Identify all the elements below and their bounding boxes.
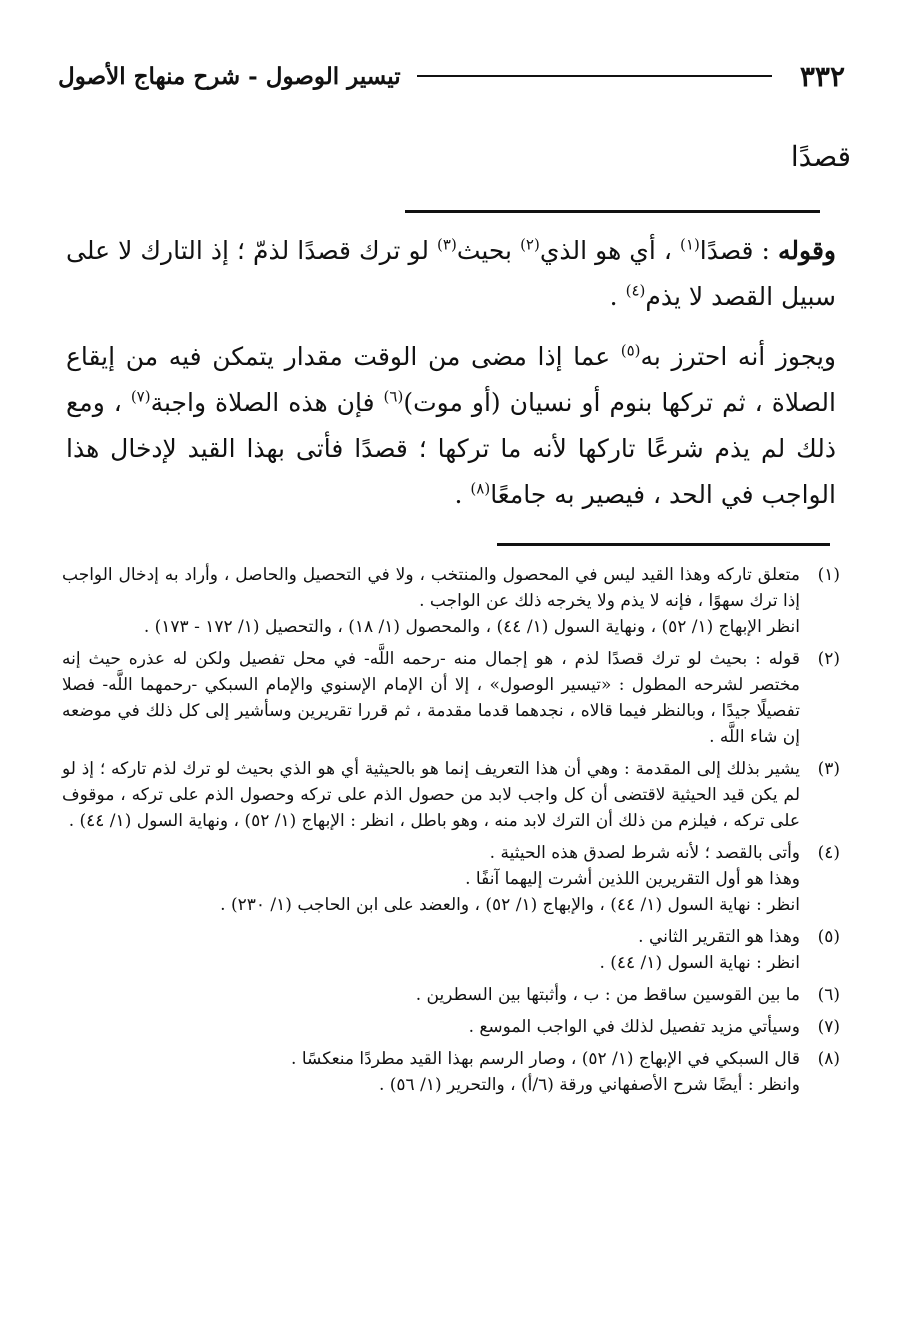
text-run: فإن هذه الصلاة واجبة [150,388,384,417]
footnote-number: (٥) [817,927,840,947]
footnote [62,982,840,1008]
footnote-number: (٧) [817,1017,840,1037]
footnote-number: (٣) [817,759,840,779]
footnote-number: (٤) [817,843,840,863]
footnote-line: يشير بذلك إلى المقدمة : وهي أن هذا التعريف إنما هو بالحيثية أي هو الذي بحيث لو ترك لذم تاركه ؛ إذ لو لم يكن قيد الحيثية لاقتضى أن كل واجب لابد من حصول الذم على تركه وحصول الذم على تركه ، موقوف على تركه ، فيلزم من ذلك أن الترك لابد منه ، وهو باطل ، انظر : الإبهاج (١/ ٥٢) ، ونهاية السول (١/ ٤٤) . [62,759,800,831]
running-title: تيسير الوصول - شرح منهاج الأصول [58,62,401,90]
footnote [62,1046,840,1098]
footnote-body [62,1014,800,1040]
text-run: لو ترك قصدًا لذمّ ؛ إذ التارك لا على سبيل القصد لا يذم [66,236,836,311]
footnote-body [62,756,800,834]
footnote-number: (٦) [817,985,840,1005]
footnote [62,756,840,834]
text-run: بحيث [456,236,521,265]
footnote-number: (٢) [817,649,840,669]
page-number: ٣٣٢ [799,59,845,93]
footnote-number: (٨) [817,1049,840,1069]
text-run: عما إذا مضى من الوقت مقدار يتمكن فيه من إيقاع الصلاة ، ثم تركها بنوم أو نسيان (أو موت) [66,342,836,417]
footnote-body [62,924,800,976]
footnote-line: قال السبكي في الإبهاج (١/ ٥٢) ، وصار الرسم بهذا القيد مطردًا منعكسًا . [291,1049,800,1069]
footnote [62,924,840,976]
footnote-line: انظر الإبهاج (١/ ٥٢) ، ونهاية السول (١/ ٤٤) ، والمحصول (١/ ١٨) ، والتحصيل (١/ ١٧٢ - ١٧٣) . [143,617,800,637]
text-run: . [454,480,471,509]
footnote-ref-6[interactable]: (٦) [383,387,404,406]
footnote-body [62,646,800,750]
footnote-line: وهذا هو التقرير الثاني . [638,927,800,947]
paragraph-1 [66,228,836,320]
page-header [58,52,845,100]
footnote-body [62,982,800,1008]
footnote-line: وهذا هو أول التقريرين اللذين أشرت إليهما آنفًا . [465,869,800,889]
footnote [62,562,840,640]
footnote-line: ما بين القوسين ساقط من : ب ، وأثبتها بين السطرين . [415,985,800,1005]
footnote-line: انظر : نهاية السول (١/ ٤٤) . [599,953,800,973]
text-run: . [609,282,626,311]
text-run: ، ومع ذلك لم يذم شرعًا تاركها لأنه ما تركها ؛ قصدًا فأتى بهذا القيد لإدخال هذا الواجب في الحد ، فيصير به جامعًا [66,388,836,509]
footnote-ref-4[interactable]: (٤) [625,281,646,300]
footnote-ref-3[interactable]: (٣) [437,235,457,254]
section-rule [405,210,820,213]
footnote [62,646,840,750]
footnotes-rule [497,543,830,546]
footnote [62,840,840,918]
footnote-number: (١) [817,565,840,585]
footnote-line: وأتى بالقصد ؛ لأنه شرط لصدق هذه الحيثية . [489,843,800,863]
main-text [66,228,836,532]
footnote-ref-2[interactable]: (٢) [520,235,540,254]
text-run: ، أي هو الذي [539,236,681,265]
text-run: : قصدًا [699,236,779,265]
text-run: ويجوز أنه احترز به [640,342,836,371]
carried-over-word: قصدًا [790,140,851,173]
footnote-line: متعلق تاركه وهذا القيد ليس في المحصول والمنتخب ، ولا في التحصيل والحاصل ، وأراد به إدخال الواجب إذا ترك سهوًا ، فإنه لا يذم ولا يخرجه ذلك عن الواجب . [62,565,800,611]
footnote-ref-8[interactable]: (٨) [470,479,491,498]
footnote-line: انظر : نهاية السول (١/ ٤٤) ، والإبهاج (١/ ٥٢) ، والعضد على ابن الحاجب (١/ ٢٣٠) . [220,895,800,915]
footnote-line: وسيأتي مزيد تفصيل لذلك في الواجب الموسع . [468,1017,800,1037]
footnote-body [62,840,800,918]
footnote-line: وانظر : أيضًا شرح الأصفهاني ورقة (٦/أ) ، والتحرير (١/ ٥٦) . [378,1075,800,1095]
footnotes [62,562,840,1104]
footnote-ref-7[interactable]: (٧) [130,387,151,406]
keyword-qawluhu: وقوله [778,236,836,265]
footnote-body [62,562,800,640]
footnote [62,1014,840,1040]
footnote-line: قوله : بحيث لو ترك قصدًا لذم ، هو إجمال منه -رحمه اللَّه- في محل تفصيل ولكن له عذره حيث إنه مختصر لشرحه المطول : «تيسير الوصول» ، إلا أن الإمام الإسنوي والإمام السبكي -رحمهما اللَّه- فصلا تفصيلًا جيدًا ، وبالنظر فيما قالاه ، نجدهما قدما مقدمة ، ثم قررا تقريرين وسأشير إلى كل ذلك في موضعه إن شاء اللَّه . [62,649,800,747]
header-rule [417,75,772,77]
paragraph-2 [66,334,836,518]
footnote-ref-1[interactable]: (١) [680,235,700,254]
footnote-body [62,1046,800,1098]
footnote-ref-5[interactable]: (٥) [620,341,641,360]
